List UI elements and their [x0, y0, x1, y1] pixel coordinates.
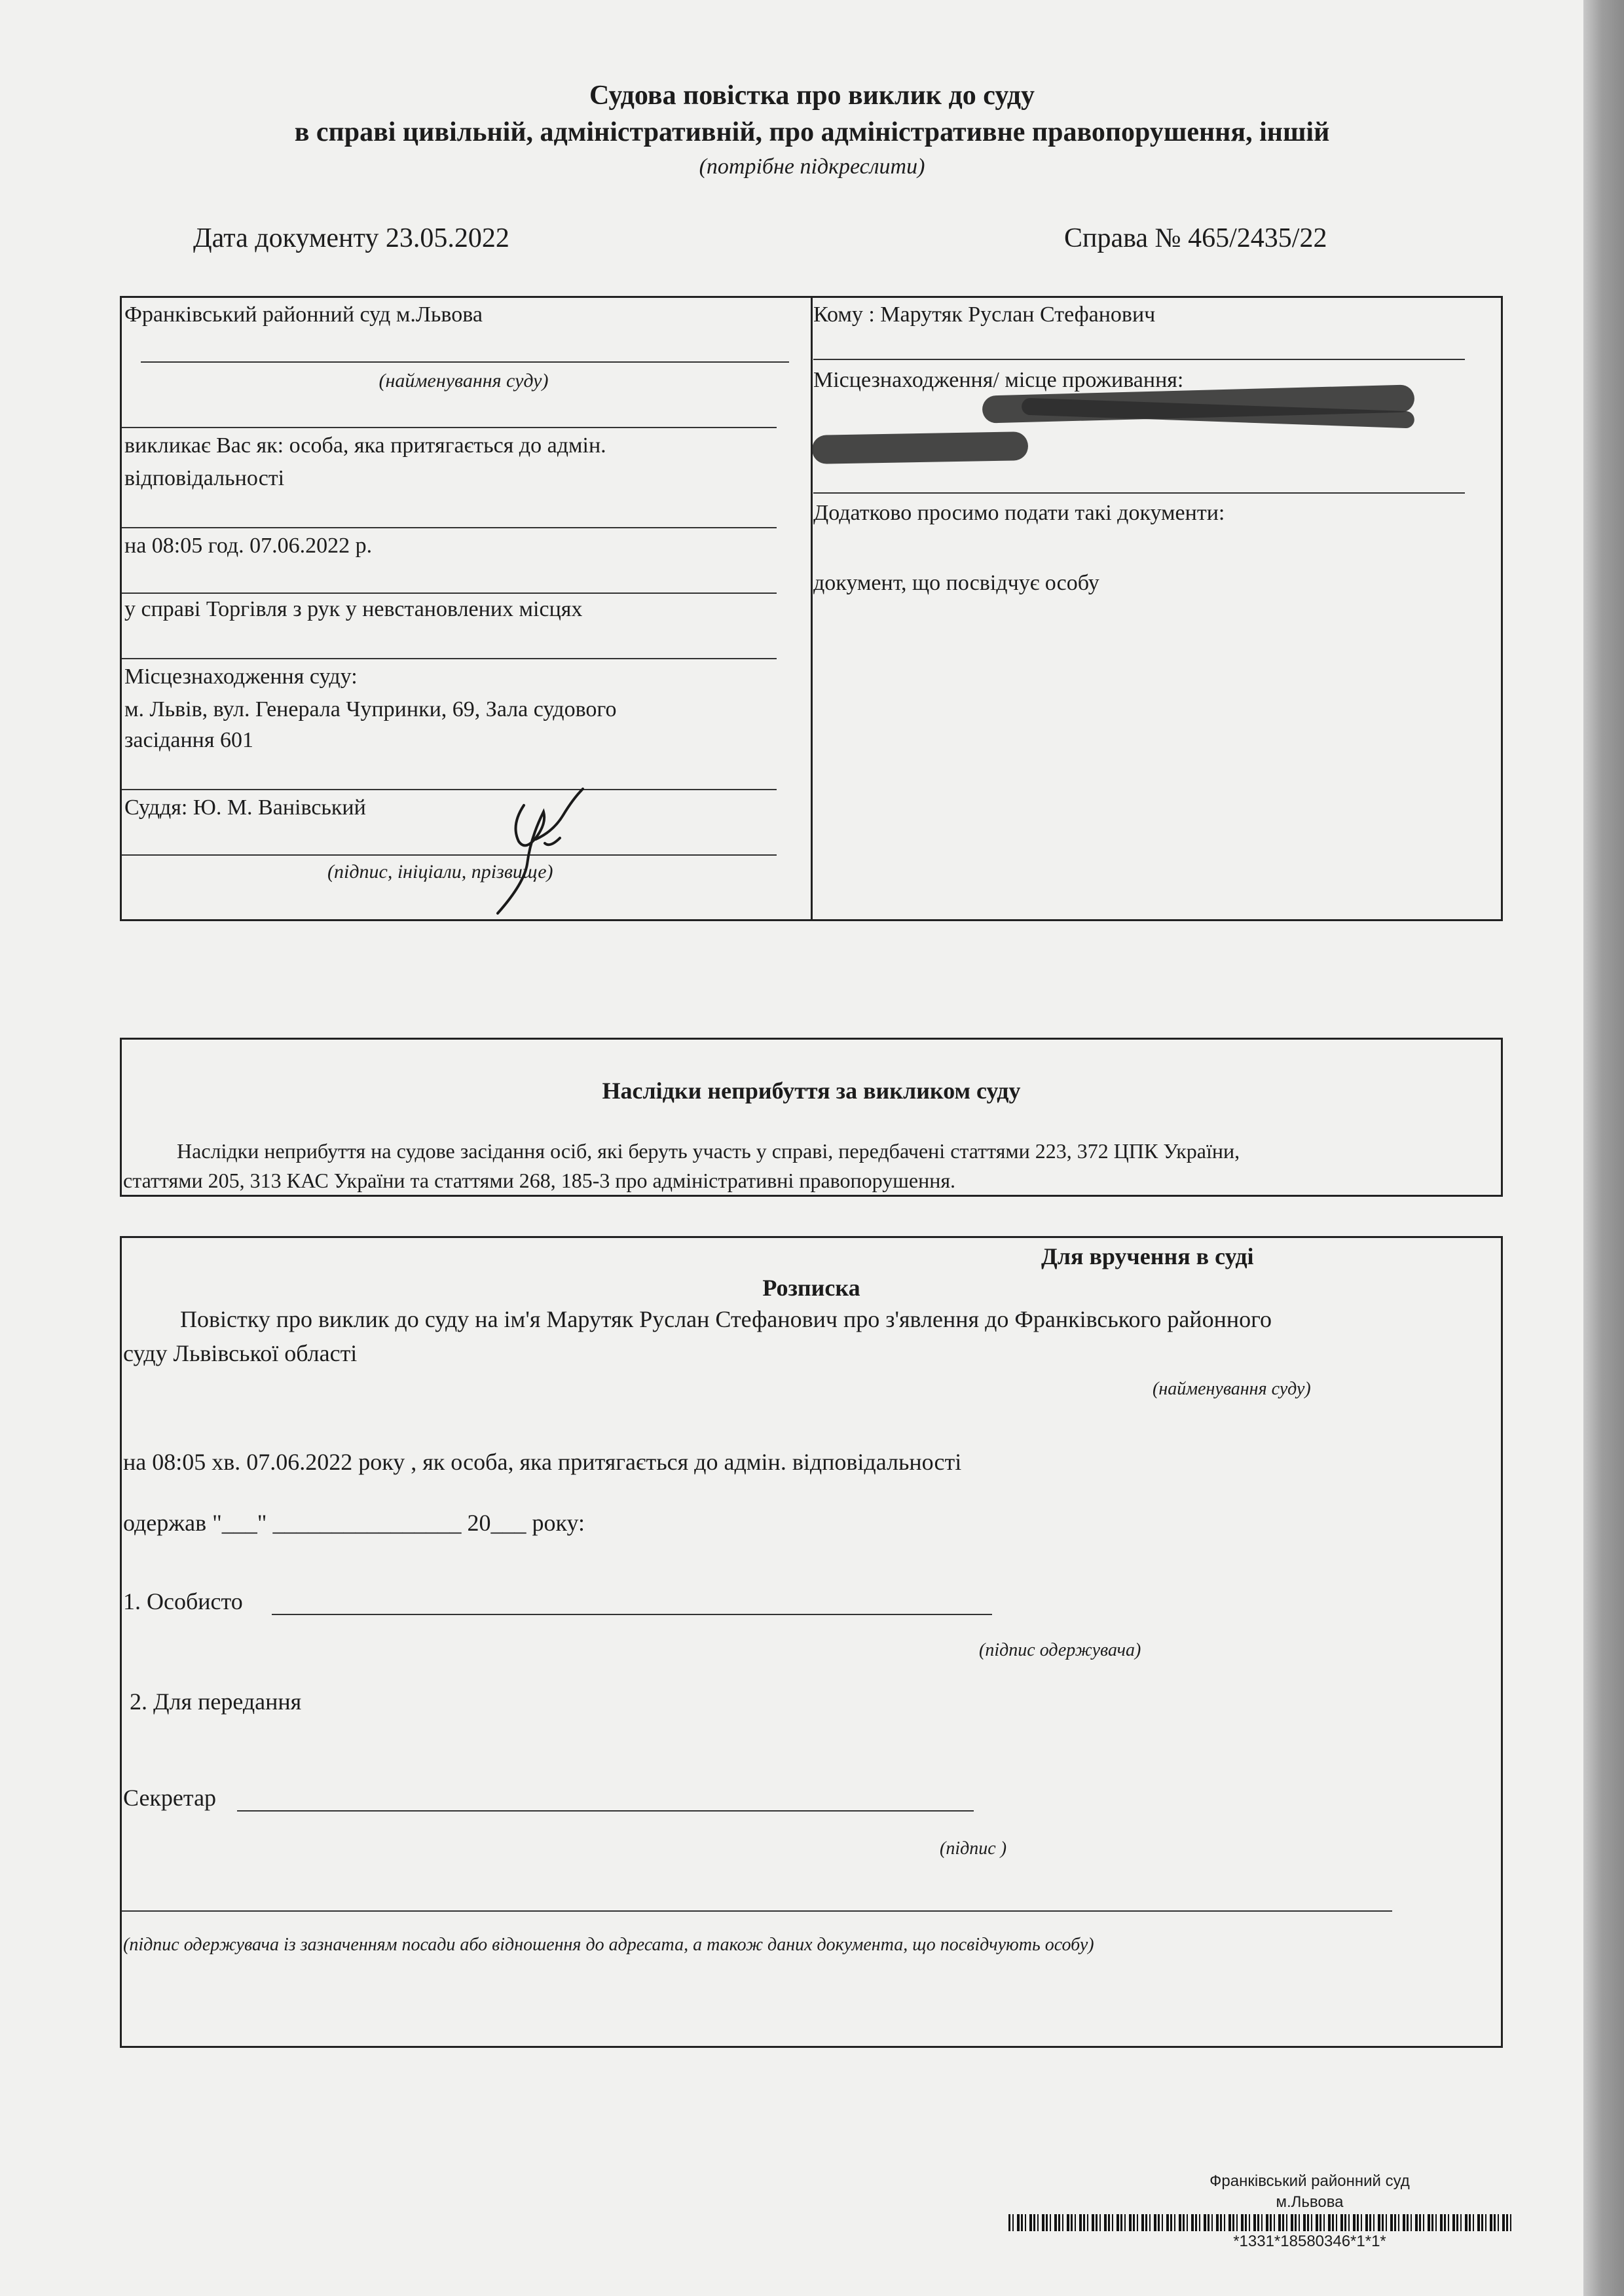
- receipt-title: Розписка: [762, 1275, 860, 1301]
- address-underline: [813, 492, 1465, 494]
- personally-signature-line: [272, 1614, 992, 1615]
- extra-docs: документ, що посвідчує особу: [813, 571, 1099, 595]
- receipt-line-1: Повістку про виклик до суду на ім'я Марутяк Руслан Стефанович про з'явлення до Франківського районного: [180, 1306, 1272, 1332]
- signature-caption: (підпис, ініціали, прізвище): [327, 861, 553, 883]
- hearing-time: на 08:05 год. 07.06.2022 р.: [124, 534, 373, 558]
- consequences-title: Наслідки неприбуття за викликом суду: [602, 1078, 1021, 1104]
- role-line-1: викликає Вас як: особа, яка притягається до адмін.: [124, 433, 606, 458]
- footer-court-line-2: м.Львова: [1276, 2193, 1344, 2211]
- court-name-underline: [141, 361, 789, 363]
- title-line-1: Судова повістка про виклик до суду: [589, 81, 1035, 111]
- title-note: (потрібне підкреслити): [699, 155, 925, 179]
- received-line: одержав "___" ________________ 20___ року:: [123, 1510, 585, 1536]
- receipt-line-2: суду Львівської області: [123, 1340, 358, 1366]
- summons-divider: [811, 298, 813, 919]
- bottom-caption: (підпис одержувача із зазначенням посади або відношення до адресата, а також даних документа, що посвідчують особу): [123, 1935, 1094, 1955]
- receipt-court-caption: (найменування суду): [1153, 1379, 1311, 1399]
- secretary-signature-line: [237, 1810, 974, 1812]
- consequences-line-1: Наслідки неприбуття на судове засідання осіб, які беруть участь у справі, передбачені статтями 223, 372 ЦПК України,: [177, 1139, 1240, 1163]
- scan-edge-shadow: [1583, 0, 1624, 2296]
- receipt-time-line: на 08:05 хв. 07.06.2022 року , як особа, яка притягається до адмін. відповідальності: [123, 1449, 962, 1475]
- recipient-signature-caption: (підпис одержувача): [979, 1640, 1141, 1660]
- barcode: [1008, 2214, 1513, 2231]
- separator-6: [122, 854, 777, 856]
- judge-name: Суддя: Ю. М. Ванівський: [124, 795, 366, 820]
- role-line-2: відповідальності: [124, 466, 285, 490]
- separator-3: [122, 592, 777, 594]
- document-date: Дата документу 23.05.2022: [193, 223, 509, 253]
- for-court-label: Для вручення в суді: [1041, 1243, 1254, 1269]
- redacted-address-3: [812, 431, 1029, 464]
- recipient: Кому : Марутяк Руслан Стефанович: [813, 302, 1156, 327]
- address-label: Місцезнаходження/ місце проживання:: [813, 368, 1184, 392]
- personally-label: 1. Особисто: [123, 1588, 243, 1614]
- separator-4: [122, 658, 777, 659]
- bottom-signature-line: [122, 1910, 1392, 1912]
- separator-2: [122, 527, 777, 528]
- recipient-underline: [813, 359, 1465, 360]
- court-location-line-1: м. Львів, вул. Генерала Чупринки, 69, Зала судового: [124, 697, 617, 721]
- separator-5: [122, 789, 777, 790]
- secretary-signature-caption: (підпис ): [940, 1838, 1007, 1859]
- separator-1: [122, 427, 777, 428]
- title-line-2: в справі цивільній, адміністративній, про адміністративне правопорушення, іншій: [294, 117, 1330, 147]
- secretary-label: Секретар: [123, 1785, 217, 1811]
- barcode-text: *1331*18580346*1*1*: [1233, 2232, 1386, 2250]
- consequences-line-2: статтями 205, 313 КАС України та статтями 268, 185-3 про адміністративні правопорушення.: [123, 1169, 956, 1192]
- extra-docs-label: Додатково просимо подати такі документи:: [813, 501, 1225, 525]
- footer-court-line-1: Франківський районний суд: [1209, 2172, 1410, 2190]
- judge-signature-icon: [485, 786, 596, 917]
- court-location-line-2: засідання 601: [124, 728, 253, 752]
- case-subject: у справі Торгівля з рук у невстановлених місцях: [124, 597, 583, 621]
- for-transfer-label: 2. Для передання: [130, 1688, 302, 1715]
- court-name: Франківський районний суд м.Львова: [124, 302, 483, 327]
- court-location-label: Місцезнаходження суду:: [124, 665, 358, 689]
- case-number: Справа № 465/2435/22: [1064, 223, 1327, 253]
- court-name-caption: (найменування суду): [378, 370, 549, 392]
